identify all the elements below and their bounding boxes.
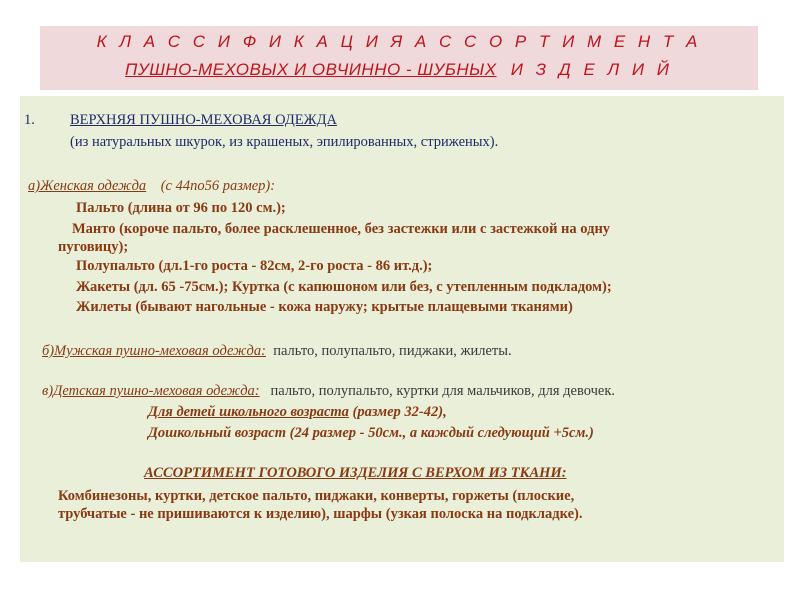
title-line-2-underlined: ПУШНО-МЕХОВЫХ И ОВЧИННО - ШУБНЫХ	[125, 60, 497, 79]
section-number: 1.	[24, 112, 35, 128]
women-item-coat: Пальто (длина от 96 по 120 см.);	[76, 200, 286, 216]
fabric-line-1: Комбинезоны, куртки, детское пальто, пиджаки, конверты, горжеты (плоские,	[58, 488, 575, 504]
content-panel	[20, 96, 784, 562]
title-line-1: К Л А С С И Ф И К А Ц И Я А С С О Р Т И М Е Н Т А	[96, 32, 702, 51]
title-line-2	[40, 60, 758, 80]
women-item-manto-cont: пуговицу);	[58, 239, 129, 255]
women-label-text: а)Женская одежда	[28, 178, 147, 194]
children-line	[42, 383, 615, 400]
children-school-size: (размер 32-42),	[352, 404, 447, 420]
women-size: (с 44по56 размер):	[160, 178, 276, 194]
women-item-jackets: Жакеты (дл. 65 -75см.); Куртка (с капюшоном или без, с утепленным подкладом);	[76, 279, 612, 295]
title-line-2-tail: И З Д Е Л И Й	[510, 60, 673, 79]
men-text: пальто, полупальто, пиджаки, жилеты.	[273, 343, 512, 359]
section-heading: ВЕРХНЯЯ ПУШНО-МЕХОВАЯ ОДЕЖДА	[70, 112, 337, 128]
women-label	[28, 178, 275, 195]
fabric-line-2: трубчатые - не пришиваются к изделию), шарфы (узкая полоска на подкладке).	[58, 506, 583, 522]
children-preschool: Дошкольный возраст (24 размер - 50см., а каждый следующий +5см.)	[148, 425, 594, 441]
children-school	[148, 404, 447, 421]
women-item-vests: Жилеты (бывают нагольные - кожа наружу; крытые плащевыми тканями)	[76, 299, 573, 315]
children-prefix: в)	[42, 383, 54, 399]
title-banner	[40, 26, 758, 90]
children-text: пальто, полупальто, куртки для мальчиков, для девочек.	[270, 383, 615, 399]
men-label: б)Мужская пушно-меховая одежда:	[42, 343, 266, 359]
women-item-manto: Манто (короче пальто, более расклешенное, без застежки или с застежкой на одну	[72, 221, 611, 237]
section-subheading: (из натуральных шкурок, из крашеных, эпилированных, стриженых).	[70, 134, 499, 150]
men-line	[42, 343, 512, 360]
children-school-label: Для детей школьного возраста	[148, 404, 349, 420]
women-item-half-coat: Полупальто (дл.1-го роста - 82см, 2-го роста - 86 ит.д.);	[76, 258, 433, 274]
children-label: Детская пушно-меховая одежда:	[53, 383, 260, 399]
fabric-heading: АССОРТИМЕНТ ГОТОВОГО ИЗДЕЛИЯ С ВЕРХОМ ИЗ ТКАНИ:	[144, 465, 567, 481]
